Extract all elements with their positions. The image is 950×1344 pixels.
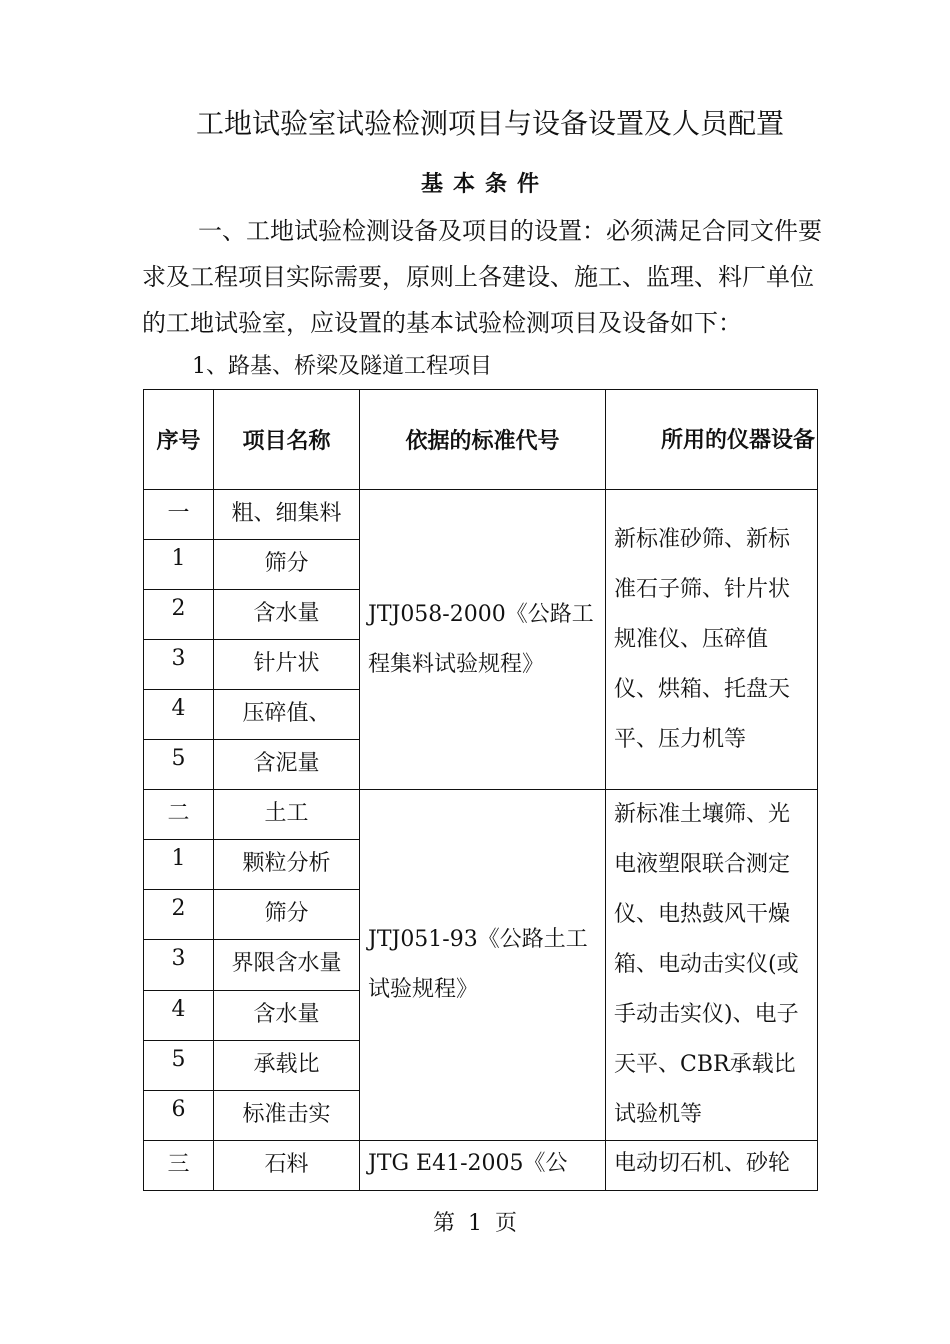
row-no: 3 bbox=[144, 940, 214, 990]
row-no: 5 bbox=[144, 1040, 214, 1090]
row-name: 土工 bbox=[214, 790, 360, 840]
row-name: 含水量 bbox=[214, 990, 360, 1040]
group-standard: JTJ051-93《公路土工试验规程》 bbox=[360, 790, 606, 1141]
document-subtitle: 基本条件 bbox=[420, 171, 549, 197]
header-standard: 依据的标准代号 bbox=[360, 390, 606, 490]
row-no: 三 bbox=[144, 1141, 214, 1191]
group-standard: JTG E41-2005《公 bbox=[360, 1141, 606, 1191]
row-name: 针片状 bbox=[214, 640, 360, 690]
row-no: 4 bbox=[144, 690, 214, 740]
row-no: 2 bbox=[144, 890, 214, 940]
group-standard: JTJ058-2000《公路工程集料试验规程》 bbox=[360, 490, 606, 790]
header-item-name: 项目名称 bbox=[214, 390, 360, 490]
equipment-table bbox=[143, 389, 818, 1191]
row-name: 标准击实 bbox=[214, 1090, 360, 1140]
header-equipment: 所用的仪器设备 bbox=[606, 390, 818, 490]
row-no: 5 bbox=[144, 740, 214, 790]
row-no: 二 bbox=[144, 790, 214, 840]
section-heading: 1、路基、桥梁及隧道工程项目 bbox=[192, 354, 492, 379]
group-equipment: 新标准砂筛、新标准石子筛、针片状规准仪、压碎值仪、烘箱、托盘天平、压力机等 bbox=[606, 490, 818, 790]
row-no: 一 bbox=[144, 490, 214, 540]
table-header-row bbox=[144, 390, 818, 490]
row-name: 粗、细集料 bbox=[214, 490, 360, 540]
row-name: 颗粒分析 bbox=[214, 840, 360, 890]
group-equipment: 新标准土壤筛、光电液塑限联合测定仪、电热鼓风干燥箱、电动击实仪(或手动击实仪)、电子天平、CBR承载比试验机等 bbox=[606, 790, 818, 1141]
row-name: 界限含水量 bbox=[214, 940, 360, 990]
group-equipment: 电动切石机、砂轮 bbox=[606, 1141, 818, 1191]
header-no: 序号 bbox=[144, 390, 214, 490]
table-row bbox=[144, 1141, 818, 1191]
row-name: 含水量 bbox=[214, 590, 360, 640]
table-row bbox=[144, 790, 818, 840]
document-title: 工地试验室试验检测项目与设备设置及人员配置 bbox=[195, 107, 784, 140]
row-name: 含泥量 bbox=[214, 740, 360, 790]
row-name: 石料 bbox=[214, 1141, 360, 1191]
row-name: 筛分 bbox=[214, 890, 360, 940]
row-no: 4 bbox=[144, 990, 214, 1040]
row-no: 3 bbox=[144, 640, 214, 690]
row-no: 1 bbox=[144, 540, 214, 590]
row-name: 承载比 bbox=[214, 1040, 360, 1090]
row-no: 1 bbox=[144, 840, 214, 890]
row-name: 筛分 bbox=[214, 540, 360, 590]
table-row bbox=[144, 490, 818, 540]
intro-paragraph: 一、工地试验检测设备及项目的设置：必须满足合同文件要求及工程项目实际需要，原则上各建设、施工、监理、料厂单位的工地试验室，应设置的基本试验检测项目及设备如下： bbox=[142, 217, 822, 337]
row-no: 2 bbox=[144, 590, 214, 640]
row-name: 压碎值、 bbox=[214, 690, 360, 740]
row-no: 6 bbox=[144, 1090, 214, 1140]
page-number: 第 1 页 bbox=[433, 1211, 517, 1236]
